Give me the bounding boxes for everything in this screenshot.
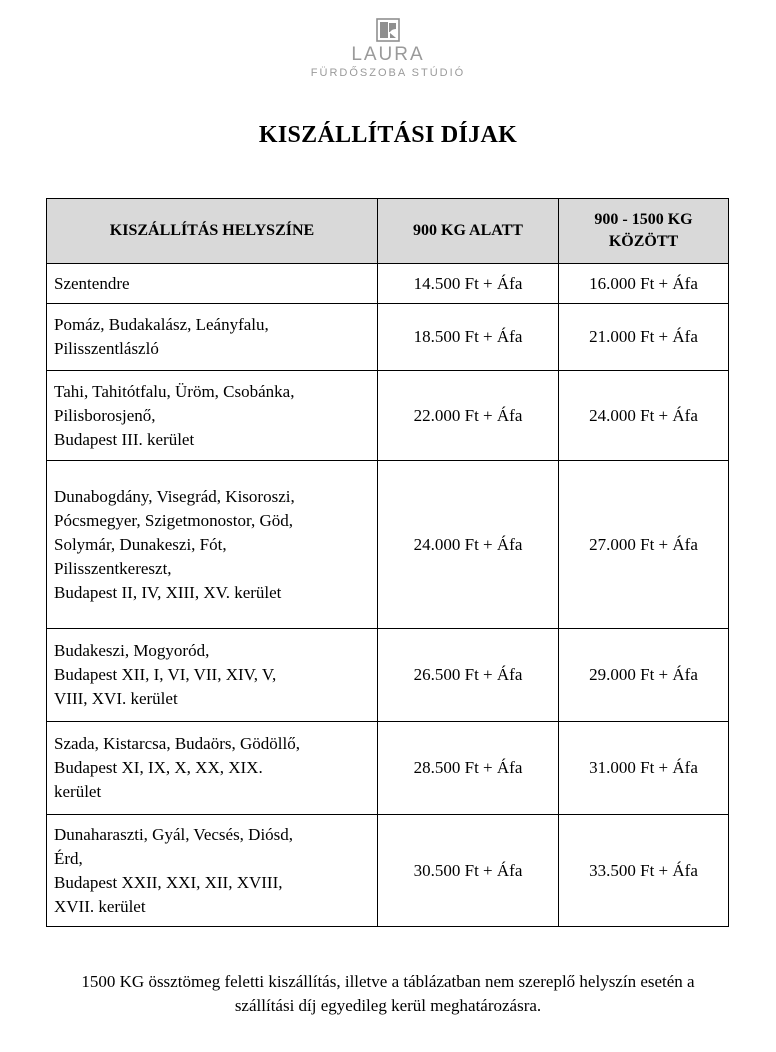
table-row — [47, 264, 729, 304]
table-row — [47, 371, 729, 461]
price-900-1500kg-cell: 29.000 Ft + Áfa — [559, 629, 729, 722]
table-row — [47, 629, 729, 722]
price-900-1500kg-cell: 21.000 Ft + Áfa — [559, 304, 729, 371]
location-cell: Dunabogdány, Visegrád, Kisoroszi, Pócsmegyer, Szigetmonostor, Göd, Solymár, Dunakeszi, Fót, Pilisszentkereszt, Budapest II, IV, XIII, XV. kerület — [47, 461, 378, 629]
table-row — [47, 304, 729, 371]
location-cell: Pomáz, Budakalász, Leányfalu, Pilisszentlászló — [47, 304, 378, 371]
brand-name: LAURA — [351, 44, 425, 65]
price-900-1500kg-cell: 16.000 Ft + Áfa — [559, 264, 729, 304]
price-under-900kg-cell: 22.000 Ft + Áfa — [378, 371, 559, 461]
location-cell: Dunaharaszti, Gyál, Vecsés, Diósd, Érd, Budapest XXII, XXI, XII, XVIII, XVII. kerület — [47, 815, 378, 927]
price-under-900kg-cell: 28.500 Ft + Áfa — [378, 722, 559, 815]
stylized-l-monogram-icon — [376, 18, 400, 42]
price-under-900kg-cell: 26.500 Ft + Áfa — [378, 629, 559, 722]
page-title: KISZÁLLÍTÁSI DÍJAK — [258, 122, 518, 148]
price-under-900kg-cell: 14.500 Ft + Áfa — [378, 264, 559, 304]
footnote: 1500 KG össztömeg feletti kiszállítás, illetve a táblázatban nem szereplő helyszín esetén a szállítási díj egyedileg kerül meghatározásra. — [81, 972, 695, 1015]
table-header-row — [47, 199, 729, 264]
price-900-1500kg-cell: 33.500 Ft + Áfa — [559, 815, 729, 927]
price-under-900kg-cell: 18.500 Ft + Áfa — [378, 304, 559, 371]
brand-logo — [0, 18, 776, 79]
brand-subtitle: FÜRDŐSZOBA STÚDIÓ — [310, 67, 466, 79]
location-cell: Budakeszi, Mogyoród, Budapest XII, I, VI, VII, XIV, V, VIII, XVI. kerület — [47, 629, 378, 722]
table-row — [47, 461, 729, 629]
delivery-fee-table — [46, 198, 729, 927]
location-cell: Tahi, Tahitótfalu, Üröm, Csobánka, Pilisborosjenő, Budapest III. kerület — [47, 371, 378, 461]
header-under-900kg: 900 KG ALATT — [378, 199, 559, 264]
price-900-1500kg-cell: 24.000 Ft + Áfa — [559, 371, 729, 461]
location-cell: Szada, Kistarcsa, Budaörs, Gödöllő, Budapest XI, IX, X, XX, XIX. kerület — [47, 722, 378, 815]
table-row — [47, 815, 729, 927]
location-cell: Szentendre — [47, 264, 378, 304]
price-900-1500kg-cell: 27.000 Ft + Áfa — [559, 461, 729, 629]
header-location: KISZÁLLÍTÁS HELYSZÍNE — [47, 199, 378, 264]
table-row — [47, 722, 729, 815]
price-under-900kg-cell: 24.000 Ft + Áfa — [378, 461, 559, 629]
price-under-900kg-cell: 30.500 Ft + Áfa — [378, 815, 559, 927]
header-900-1500kg: 900 - 1500 KG KÖZÖTT — [559, 199, 729, 264]
price-900-1500kg-cell: 31.000 Ft + Áfa — [559, 722, 729, 815]
